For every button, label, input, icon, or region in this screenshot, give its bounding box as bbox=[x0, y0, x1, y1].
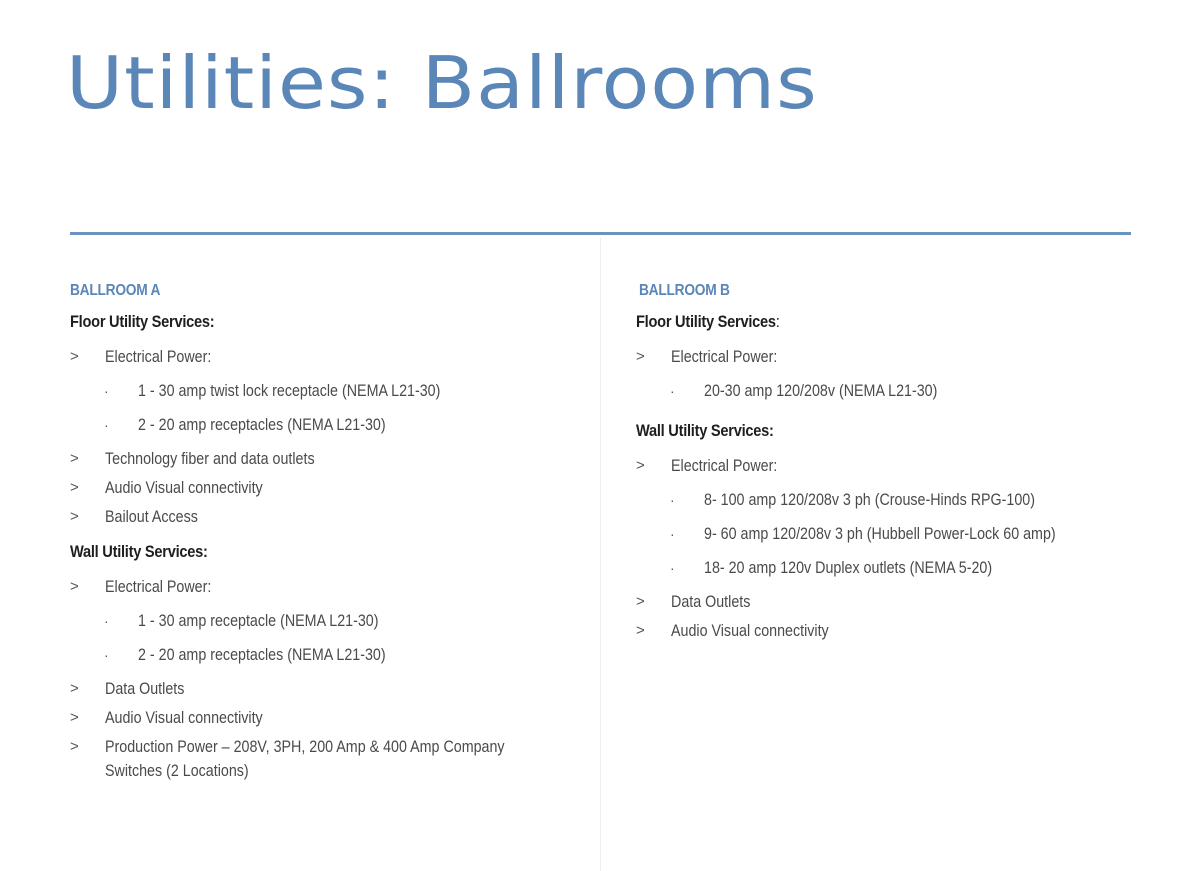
list-item: · 20-30 amp 120/208v (NEMA L21-30) bbox=[636, 379, 1156, 403]
dot-bullet-icon: · bbox=[670, 526, 675, 542]
dot-bullet-icon: · bbox=[104, 383, 109, 399]
title-divider bbox=[70, 232, 1131, 235]
ballroom-a-heading: BALLROOM A bbox=[70, 282, 161, 299]
list-item: · 2 - 20 amp receptacles (NEMA L21-30) bbox=[70, 643, 570, 667]
list-item: · 1 - 30 amp twist lock receptacle (NEMA L21-30) bbox=[70, 379, 570, 403]
list-item: > Bailout Access bbox=[70, 505, 570, 529]
arrow-bullet-icon: > bbox=[70, 578, 79, 595]
list-item: > Electrical Power: bbox=[70, 575, 570, 599]
dot-bullet-icon: · bbox=[104, 647, 109, 663]
list-item: > Audio Visual connectivity bbox=[70, 706, 570, 730]
arrow-bullet-icon: > bbox=[636, 622, 645, 639]
ballroom-b-wall-heading: Wall Utility Services: bbox=[636, 421, 774, 440]
list-item: > Audio Visual connectivity bbox=[636, 619, 1156, 643]
arrow-bullet-icon: > bbox=[70, 680, 79, 697]
dot-bullet-icon: · bbox=[670, 492, 675, 508]
page-title: Utilities: Ballrooms bbox=[66, 42, 818, 126]
ballroom-a-floor-heading: Floor Utility Services: bbox=[70, 312, 215, 331]
ballroom-b-column bbox=[636, 278, 1156, 648]
arrow-bullet-icon: > bbox=[70, 479, 79, 496]
list-item: > Electrical Power: bbox=[70, 345, 570, 369]
list-item: > Technology fiber and data outlets bbox=[70, 447, 570, 471]
dot-bullet-icon: · bbox=[104, 613, 109, 629]
list-item: > Audio Visual connectivity bbox=[70, 476, 570, 500]
column-divider bbox=[600, 238, 601, 871]
list-item: · 2 - 20 amp receptacles (NEMA L21-30) bbox=[70, 413, 570, 437]
list-item: · 18- 20 amp 120v Duplex outlets (NEMA 5-20) bbox=[636, 556, 1156, 580]
dot-bullet-icon: · bbox=[670, 383, 675, 399]
dot-bullet-icon: · bbox=[104, 417, 109, 433]
ballroom-a-column bbox=[70, 278, 570, 788]
list-item: > Electrical Power: bbox=[636, 345, 1156, 369]
arrow-bullet-icon: > bbox=[70, 450, 79, 467]
ballroom-b-heading: BALLROOM B bbox=[639, 282, 730, 299]
list-item: > Data Outlets bbox=[636, 590, 1156, 614]
dot-bullet-icon: · bbox=[670, 560, 675, 576]
arrow-bullet-icon: > bbox=[70, 348, 79, 365]
list-item: > Data Outlets bbox=[70, 677, 570, 701]
arrow-bullet-icon: > bbox=[636, 593, 645, 610]
list-item: > Production Power – 208V, 3PH, 200 Amp & 400 Amp Company Switches (2 Locations) bbox=[70, 737, 505, 780]
list-item: · 9- 60 amp 120/208v 3 ph (Hubbell Power-Lock 60 amp) bbox=[636, 522, 1156, 546]
list-item: · 8- 100 amp 120/208v 3 ph (Crouse-Hinds RPG-100) bbox=[636, 488, 1156, 512]
ballroom-a-wall-heading: Wall Utility Services: bbox=[70, 542, 208, 561]
list-item: > Electrical Power: bbox=[636, 454, 1156, 478]
ballroom-b-floor-heading: Floor Utility Services: bbox=[636, 312, 780, 331]
list-item: · 1 - 30 amp receptacle (NEMA L21-30) bbox=[70, 609, 570, 633]
arrow-bullet-icon: > bbox=[636, 348, 645, 365]
arrow-bullet-icon: > bbox=[70, 508, 79, 525]
arrow-bullet-icon: > bbox=[70, 738, 79, 755]
arrow-bullet-icon: > bbox=[70, 709, 79, 726]
arrow-bullet-icon: > bbox=[636, 457, 645, 474]
